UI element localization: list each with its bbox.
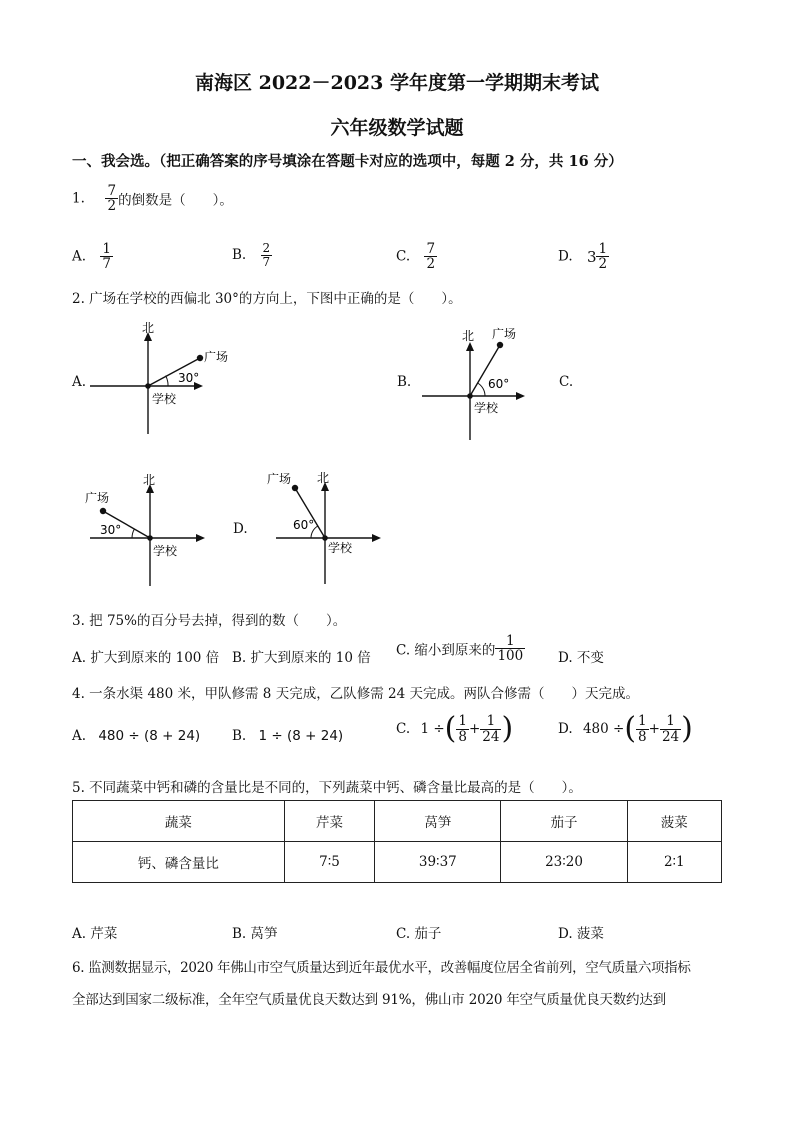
svg-text:广场: 广场 <box>267 472 292 486</box>
q1-fraction: $\frac{7}{2}$ <box>107 183 117 215</box>
plaza-label: 广场 <box>204 350 229 364</box>
q2-diagram-b[interactable] <box>418 322 578 444</box>
q2-option-b-label[interactable]: B. <box>397 374 412 390</box>
table-cell: 23∶20 <box>501 842 627 883</box>
q1-number: 1. <box>72 190 85 207</box>
svg-text:60°: 60° <box>293 518 315 532</box>
question-4: 4. 一条水渠 480 米，甲队修需 8 天完成，乙队修需 24 天完成。两队合修需（ ）天完成。 <box>72 686 639 702</box>
table-cell: 莴笋 <box>375 801 501 842</box>
question-1 <box>72 184 233 213</box>
q4-option-a[interactable]: A. 480 ÷ (8 + 24) <box>72 728 201 744</box>
q3-option-b[interactable]: B. 扩大到原来的 10 倍 <box>232 650 371 666</box>
q1-text: 的倒数是（ ）。 <box>118 192 233 209</box>
table-cell: 菠菜 <box>627 801 721 842</box>
svg-text:学校: 学校 <box>328 541 353 555</box>
school-label: 学校 <box>152 392 177 406</box>
q5-option-b[interactable]: B. 莴笋 <box>232 926 278 942</box>
q2-diagram-d[interactable] <box>262 466 392 588</box>
q1-option-a[interactable]: A. $\frac{1}{7}$ <box>72 241 111 273</box>
q1-option-d[interactable]: D. 3 $\frac{1}{2}$ <box>558 241 608 273</box>
q2-option-d-label[interactable]: D. <box>233 521 248 537</box>
svg-text:广场: 广场 <box>492 327 517 341</box>
vegetable-table <box>72 800 722 883</box>
q4-option-b[interactable]: B. 1 ÷ (8 + 24) <box>232 728 344 744</box>
table-cell: 芹菜 <box>284 801 374 842</box>
svg-text:学校: 学校 <box>153 544 178 558</box>
q5-option-a[interactable]: A. 芹菜 <box>72 926 118 942</box>
table-cell: 7∶5 <box>284 842 374 883</box>
svg-text:30°: 30° <box>100 523 122 537</box>
q2-option-c-label[interactable]: C. <box>559 374 574 390</box>
table-row <box>73 842 722 883</box>
q3-option-a[interactable]: A. 扩大到原来的 100 倍 <box>72 650 220 666</box>
section-heading: 一、我会选。（把正确答案的序号填涂在答题卡对应的选项中，每题 2 分，共 16 分） <box>72 153 623 170</box>
question-6-line-1: 6. 监测数据显示，2020 年佛山市空气质量达到近年最优水平，改善幅度位居全省前列，空气质量六项指标 <box>72 960 691 976</box>
question-5: 5. 不同蔬菜中钙和磷的含量比是不同的，下列蔬菜中钙、磷含量比最高的是（ ）。 <box>72 780 582 796</box>
exam-title: 南海区 2022－2023 学年度第一学期期末考试 <box>195 72 599 94</box>
q4-option-d[interactable]: D. 480 ÷( $\frac{1}{8}$ + $\frac{1}{24}$ ) <box>558 711 693 746</box>
question-6-line-2: 全部达到国家二级标准，全年空气质量优良天数达到 91%，佛山市 2020 年空气质量优良天数约达到 <box>72 992 666 1008</box>
question-3: 3. 把 75%的百分号去掉，得到的数（ ）。 <box>72 613 347 629</box>
q1-option-b[interactable]: B. $\frac{2}{7}$ <box>232 241 271 269</box>
table-cell: 茄子 <box>501 801 627 842</box>
svg-text:北: 北 <box>462 329 475 343</box>
table-cell: 2∶1 <box>627 842 721 883</box>
table-cell: 钙、磷含量比 <box>73 842 285 883</box>
table-header-row <box>73 801 722 842</box>
svg-text:北: 北 <box>317 471 330 485</box>
q5-option-c[interactable]: C. 茄子 <box>396 926 442 942</box>
svg-text:北: 北 <box>143 473 156 487</box>
table-cell: 蔬菜 <box>73 801 285 842</box>
q4-option-c[interactable]: C. 1 ÷( $\frac{1}{8}$ + $\frac{1}{24}$ ) <box>396 711 514 746</box>
exam-subtitle: 六年级数学试题 <box>330 117 464 139</box>
svg-text:60°: 60° <box>488 377 510 391</box>
q3-option-d[interactable]: D. 不变 <box>558 650 604 666</box>
q5-option-d[interactable]: D. 菠菜 <box>558 926 604 942</box>
angle-label: 30° <box>178 371 200 385</box>
q3-option-c[interactable]: C. 缩小到原来的 $\frac{1}{100}$ <box>396 633 524 665</box>
q2-diagram-c[interactable] <box>80 470 220 590</box>
svg-text:广场: 广场 <box>85 491 110 505</box>
q1-option-c[interactable]: C. $\frac{7}{2}$ <box>396 241 436 273</box>
north-label: 北 <box>142 321 155 335</box>
question-2: 2. 广场在学校的西偏北 30°的方向上，下图中正确的是（ ）。 <box>72 291 462 307</box>
q2-diagram-a[interactable] <box>90 318 250 438</box>
table-cell: 39∶37 <box>375 842 501 883</box>
svg-text:学校: 学校 <box>474 401 499 415</box>
q2-option-a-label[interactable]: A. <box>72 374 87 390</box>
